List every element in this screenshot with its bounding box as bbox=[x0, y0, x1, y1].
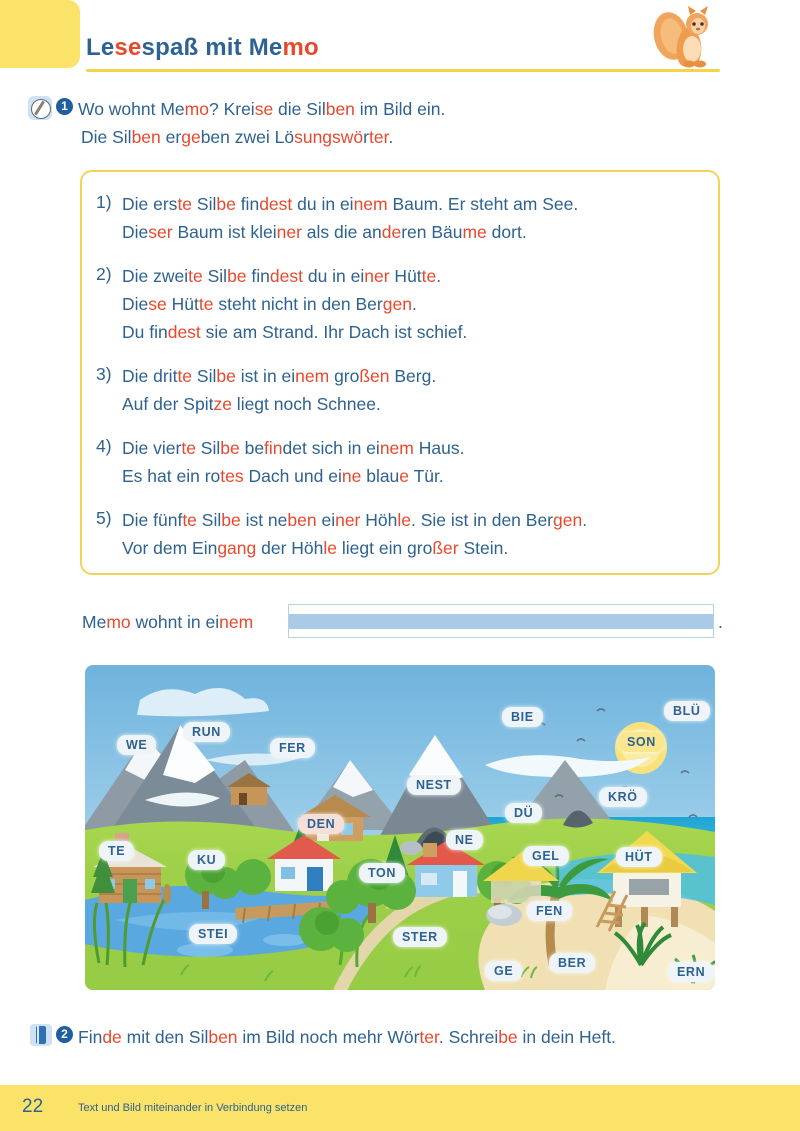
answer-period: . bbox=[718, 612, 723, 632]
text-run: se bbox=[254, 99, 274, 119]
squirrel-mascot-icon bbox=[645, 6, 725, 70]
text-run: in dein Heft. bbox=[517, 1027, 616, 1047]
text-run: Le bbox=[86, 34, 115, 61]
text-run: Baum ist klei bbox=[172, 222, 277, 242]
text-run: fin bbox=[246, 266, 270, 286]
text-run: fin bbox=[264, 438, 283, 458]
text-run: die Sil bbox=[273, 99, 326, 119]
sentence-number: 1) bbox=[96, 192, 112, 212]
syllable-chip[interactable]: BER bbox=[549, 953, 595, 973]
syllable-chip[interactable]: GE bbox=[485, 961, 522, 981]
syllable-chip[interactable]: FEN bbox=[527, 901, 572, 921]
sentence-number: 5) bbox=[96, 508, 112, 528]
text-run: im Bild noch mehr Wör bbox=[237, 1027, 420, 1047]
text-run: te bbox=[198, 294, 214, 314]
writing-guide-band bbox=[289, 614, 713, 629]
sentence-line bbox=[122, 292, 417, 317]
text-run: . bbox=[411, 294, 417, 314]
text-run: gang bbox=[217, 538, 257, 558]
text-run: Haus. bbox=[413, 438, 465, 458]
syllable-chip[interactable]: SON bbox=[618, 732, 665, 752]
text-run: ter bbox=[369, 127, 389, 147]
header-divider bbox=[86, 69, 720, 72]
text-run: nem bbox=[295, 366, 330, 386]
page-title bbox=[86, 34, 319, 62]
text-run: nem bbox=[379, 438, 414, 458]
syllable-chip[interactable]: TE bbox=[99, 841, 134, 861]
text-run: Sil bbox=[202, 266, 228, 286]
text-run: ne bbox=[341, 466, 362, 486]
sentence-number: 4) bbox=[96, 436, 112, 456]
text-run: ist ne bbox=[240, 510, 288, 530]
text-run: ei bbox=[316, 510, 336, 530]
text-run: se bbox=[114, 34, 142, 61]
syllable-chip[interactable]: GEL bbox=[523, 846, 569, 866]
answer-input[interactable] bbox=[288, 604, 714, 638]
text-run: als die an bbox=[301, 222, 382, 242]
text-run: mo bbox=[282, 34, 319, 61]
text-run: dest bbox=[167, 322, 201, 342]
text-run: gro bbox=[329, 366, 360, 386]
text-run: er bbox=[160, 127, 182, 147]
text-run: Die drit bbox=[122, 366, 178, 386]
text-run: be bbox=[221, 510, 241, 530]
text-run: . bbox=[388, 127, 394, 147]
text-run: mo bbox=[106, 612, 131, 632]
syllable-chip[interactable]: NE bbox=[446, 830, 483, 850]
text-run: ren Bäu bbox=[401, 222, 463, 242]
text-run: nem bbox=[353, 194, 388, 214]
sentence-line bbox=[122, 508, 587, 533]
text-run: wohnt in ei bbox=[130, 612, 220, 632]
text-run: Wo wohnt Me bbox=[78, 99, 185, 119]
text-run: liegt noch Schnee. bbox=[231, 394, 381, 414]
page-footer bbox=[0, 1085, 800, 1131]
text-run: Sil bbox=[195, 438, 221, 458]
task-1-instruction-line2 bbox=[81, 127, 393, 148]
text-run: tes bbox=[220, 466, 244, 486]
syllable-chip[interactable]: DÜ bbox=[505, 803, 542, 823]
text-run: sie am Strand. Ihr Dach ist schief. bbox=[200, 322, 468, 342]
task-2 bbox=[30, 1024, 770, 1050]
text-run: Die bbox=[122, 294, 149, 314]
text-run: Höh bbox=[360, 510, 398, 530]
text-run: Tür. bbox=[409, 466, 444, 486]
text-run: ben bbox=[208, 1027, 238, 1047]
text-run: nem bbox=[219, 612, 254, 632]
text-run: te bbox=[182, 510, 197, 530]
syllable-chip[interactable]: ERN bbox=[668, 962, 714, 982]
text-run: blau bbox=[361, 466, 400, 486]
syllable-chip[interactable]: TON bbox=[359, 863, 405, 883]
text-run: ner bbox=[276, 222, 302, 242]
sentence-line bbox=[122, 220, 527, 245]
sentence-line bbox=[122, 364, 436, 389]
syllable-chip[interactable]: KU bbox=[188, 850, 225, 870]
text-run: de bbox=[102, 1027, 122, 1047]
sentence-line bbox=[122, 392, 381, 417]
task-1 bbox=[28, 96, 768, 122]
task-2-instruction bbox=[78, 1024, 616, 1050]
text-run: du in ei bbox=[292, 194, 354, 214]
syllable-chip[interactable]: STER bbox=[393, 927, 447, 947]
text-run: r bbox=[363, 127, 369, 147]
sentence-line bbox=[122, 536, 508, 561]
text-run: te bbox=[177, 194, 193, 214]
text-run: . bbox=[436, 266, 442, 286]
text-run: Die vier bbox=[122, 438, 182, 458]
text-run: dort. bbox=[486, 222, 527, 242]
text-run: Auf der Spit bbox=[122, 394, 214, 414]
text-run: Es hat ein ro bbox=[122, 466, 221, 486]
text-run: ßen bbox=[359, 366, 390, 386]
text-run: zwei Lö bbox=[229, 127, 295, 147]
text-run: im Bild ein. bbox=[354, 99, 446, 119]
text-run: Die ers bbox=[122, 194, 178, 214]
text-run: ßer bbox=[432, 538, 459, 558]
text-run: Die Sil bbox=[81, 127, 132, 147]
text-run: ner bbox=[364, 266, 390, 286]
text-run: e bbox=[399, 466, 410, 486]
text-run: te bbox=[181, 438, 196, 458]
text-run: ist in ei bbox=[235, 366, 296, 386]
text-run: ben bbox=[131, 127, 161, 147]
text-run: be bbox=[239, 438, 265, 458]
text-run: mit den Sil bbox=[121, 1027, 209, 1047]
text-run: de bbox=[381, 222, 402, 242]
text-run: te bbox=[421, 266, 437, 286]
task-1-instruction bbox=[78, 96, 445, 122]
text-run: ben bbox=[287, 510, 317, 530]
text-run: te bbox=[188, 266, 203, 286]
text-run: Die fünf bbox=[122, 510, 183, 530]
text-run: . bbox=[582, 510, 588, 530]
sentence-number: 2) bbox=[96, 264, 112, 284]
text-run: Berg. bbox=[389, 366, 437, 386]
text-run: ben bbox=[325, 99, 355, 119]
answer-label bbox=[82, 612, 253, 633]
text-run: ben bbox=[200, 127, 230, 147]
text-run: le bbox=[397, 510, 411, 530]
sentence-line bbox=[122, 264, 441, 289]
text-run: Me bbox=[82, 612, 107, 632]
syllable-chip[interactable]: BIE bbox=[502, 707, 543, 727]
syllable-chip[interactable]: HÜT bbox=[616, 847, 662, 867]
syllable-chip[interactable]: RUN bbox=[183, 722, 230, 742]
syllable-chip[interactable]: FER bbox=[270, 738, 315, 758]
text-run: be bbox=[216, 366, 236, 386]
text-run: spaß bbox=[141, 34, 199, 61]
text-run: Hüt bbox=[166, 294, 199, 314]
text-run: Dach und ei bbox=[243, 466, 342, 486]
sentence-line bbox=[122, 436, 464, 461]
syllable-chip[interactable]: WE bbox=[117, 735, 156, 755]
text-run: me bbox=[462, 222, 487, 242]
text-run: Fin bbox=[78, 1027, 103, 1047]
task-1-number: 1 bbox=[56, 98, 73, 115]
pencil-icon bbox=[28, 96, 52, 120]
footer-caption: Text und Bild miteinander in Verbindung setzen bbox=[78, 1102, 308, 1114]
text-run: be bbox=[220, 438, 240, 458]
landscape-picture[interactable] bbox=[85, 665, 715, 990]
task-2-number: 2 bbox=[56, 1026, 73, 1043]
text-run: Sil bbox=[192, 366, 217, 386]
text-run: be bbox=[498, 1027, 518, 1047]
text-run: ge bbox=[181, 127, 201, 147]
text-run: det sich in ei bbox=[282, 438, 380, 458]
sentence-line bbox=[122, 464, 444, 489]
text-run: Du fin bbox=[122, 322, 168, 342]
text-run: Stein. bbox=[458, 538, 509, 558]
text-run: ner bbox=[335, 510, 361, 530]
sentence-number: 3) bbox=[96, 364, 112, 384]
text-run: ? Krei bbox=[208, 99, 255, 119]
syllable-chip[interactable]: STEI bbox=[189, 924, 237, 944]
text-run: se bbox=[148, 294, 167, 314]
text-run: dest bbox=[269, 266, 303, 286]
text-run: der Höh bbox=[256, 538, 324, 558]
text-run: Sil bbox=[196, 510, 222, 530]
syllable-chip[interactable]: BLÜ bbox=[664, 701, 710, 721]
text-run: Sil bbox=[192, 194, 217, 214]
text-run: be bbox=[227, 266, 247, 286]
syllable-chip[interactable]: DEN bbox=[298, 814, 344, 834]
text-run: mo bbox=[184, 99, 209, 119]
text-run: Hüt bbox=[389, 266, 422, 286]
text-run: sungswö bbox=[294, 127, 364, 147]
text-run: Die zwei bbox=[122, 266, 189, 286]
text-run: Die bbox=[122, 222, 149, 242]
syllable-chip[interactable]: NEST bbox=[407, 775, 461, 795]
notebook-icon bbox=[30, 1024, 52, 1046]
text-run: mit bbox=[198, 34, 249, 61]
text-run: Baum. Er steht am See. bbox=[387, 194, 579, 214]
text-run: be bbox=[216, 194, 236, 214]
yellow-corner-tab bbox=[0, 0, 80, 68]
sentence-line bbox=[122, 320, 467, 345]
text-run: liegt ein gro bbox=[337, 538, 433, 558]
text-run: du in ei bbox=[302, 266, 365, 286]
text-run: gen bbox=[382, 294, 412, 314]
text-run: . Sie ist in den Ber bbox=[410, 510, 554, 530]
text-run: ser bbox=[148, 222, 173, 242]
page-number: 22 bbox=[22, 1096, 44, 1117]
text-run: Vor dem Ein bbox=[122, 538, 218, 558]
sentence-line bbox=[122, 192, 578, 217]
text-run: gen bbox=[553, 510, 583, 530]
syllable-chip[interactable]: KRÖ bbox=[599, 787, 647, 807]
text-run: ter bbox=[419, 1027, 439, 1047]
text-run: steht nicht in den Ber bbox=[213, 294, 383, 314]
text-run: dest bbox=[259, 194, 293, 214]
text-run: Me bbox=[248, 34, 283, 61]
text-run: le bbox=[323, 538, 338, 558]
text-run: te bbox=[177, 366, 193, 386]
text-run: . Schrei bbox=[438, 1027, 499, 1047]
text-run: fin bbox=[235, 194, 260, 214]
answer-row bbox=[82, 608, 742, 642]
text-run: ze bbox=[213, 394, 232, 414]
